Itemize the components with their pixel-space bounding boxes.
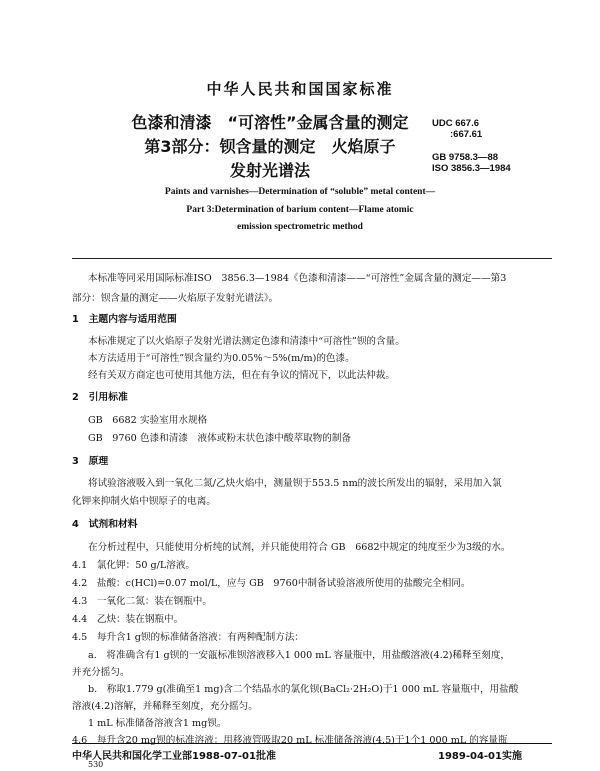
- iso-number: ISO 3856.3—1984: [432, 163, 511, 174]
- section2-heading: 2 引用标准: [72, 392, 128, 403]
- chinese-title-line1: 色漆和清漆 “可溶性”金属含量的测定: [131, 113, 409, 132]
- udc-code: UDC 667.6: [432, 118, 479, 129]
- english-title-line3: emission spectrometric method: [237, 222, 363, 232]
- stock-note: 1 mL 标准储备溶液含1 mg钡。: [88, 718, 227, 729]
- chinese-title-line2: 第3部分：钡含量的测定 火焰原子: [144, 137, 396, 156]
- section1-line: 本方法适用于“可溶性”钡含量约为0.05%～5%(m/m)的色漆。: [88, 353, 355, 364]
- footer-divider: [72, 743, 552, 744]
- section4-heading: 4 试剂和材料: [72, 519, 138, 530]
- intro-line2: 部分：钡含量的测定——火焰原子发射光谱法》。: [72, 293, 279, 304]
- method-a-line1: a. 将准确含有1 g钡的一安瓿标准钡溶液移入1 000 mL 容量瓶中，用盐酸溶液(4.2)稀释至刻度，: [88, 650, 511, 661]
- intro-line1: 本标准等同采用国际标准ISO 3856.3—1984《色漆和清漆——“可溶性”金属含量的测定——第3: [88, 273, 507, 284]
- section3-line1: 将试验溶液吸入到一氧化二氮/乙炔火焰中，测量钡于553.5 nm的波长所发出的辐射，采用加入氯: [88, 478, 502, 489]
- ref-title: 实验室用水规格: [140, 415, 208, 426]
- method-b-line1: b. 称取1.779 g(准确至1 mg)含二个结晶水的氯化钡(BaCl₂·2H₂O)于1 000 mL 容量瓶中，用盐酸: [88, 684, 519, 695]
- chinese-title-line3: 发射光谱法: [229, 161, 310, 180]
- method-b-line2: 溶液(4.2)溶解，并稀释至刻度，充分摇匀。: [72, 701, 258, 712]
- ref-title: 色漆和清漆 液体或粉末状色漆中酸萃取物的制备: [140, 433, 352, 444]
- section1-line: 本标准规定了以火焰原子发射光谱法测定色漆和清漆中“可溶性”钡的含量。: [88, 336, 405, 347]
- section4-item: 4.3 一氧化二氮：装在钢瓶中。: [72, 596, 212, 607]
- page-number: 530: [88, 760, 104, 769]
- section1-heading: 1 主题内容与适用范围: [72, 314, 177, 325]
- gb-number: GB 9758.3—88: [432, 152, 499, 163]
- section4-item: 4.5 每升含1 g钡的标准储备溶液：有两种配制方法：: [72, 632, 305, 643]
- section3-heading: 3 原理: [72, 456, 109, 467]
- section4-item: 4.1 氯化钾：50 g/L溶液。: [72, 560, 196, 571]
- ref-code: GB 6682: [88, 415, 137, 426]
- english-title-line1: Paints and varnishes—Determination of “soluble” metal content—: [164, 187, 436, 197]
- approval-date: 中华人民共和国化学工业部1988-07-01批准: [72, 751, 276, 762]
- section3-line2: 化钾来抑制火焰中钡原子的电离。: [72, 496, 216, 507]
- method-a-line2: 并充分摇匀。: [72, 667, 130, 678]
- ref-code: GB 9760: [88, 433, 137, 444]
- section4-item46: 4.6 每升含20 mg钡的标准溶液：用移液管吸取20 mL 标准储备溶液(4.5)于1个1 000 mL 的容量瓶: [72, 735, 508, 746]
- section4-intro: 在分析过程中，只能使用分析纯的试剂，并只能使用符合 GB 6682中规定的纯度至少为3级的水。: [88, 542, 511, 553]
- section4-item: 4.4 乙炔：装在钢瓶中。: [72, 614, 184, 625]
- udc-code-2: :667.61: [450, 129, 483, 140]
- implementation-date: 1989-04-01实施: [438, 751, 522, 762]
- section4-item: 4.2 盐酸：c(HCl)=0.07 mol/L，应与 GB 9760中制备试验溶液所使用的盐酸完全相同。: [72, 578, 471, 589]
- section1-line: 经有关双方商定也可使用其他方法，但在有争议的情况下，以此法仲裁。: [88, 370, 395, 381]
- english-title-line2: Part 3:Determination of barium content—Flame atomic: [186, 205, 414, 215]
- standard-header: 中华人民共和国国家标准: [206, 80, 394, 98]
- top-divider: [72, 258, 552, 259]
